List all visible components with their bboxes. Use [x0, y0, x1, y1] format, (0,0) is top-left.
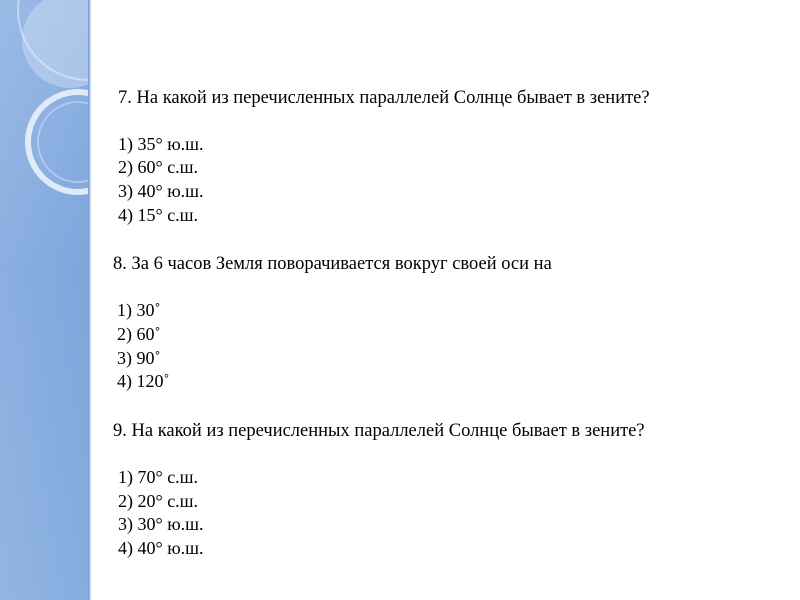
question-7-title: 7. На какой из перечисленных параллелей Солнце бывает в зените?: [118, 88, 650, 108]
question-8-option-1: 1) 30˚: [117, 300, 161, 320]
question-9-option-2: 2) 20° с.ш.: [118, 491, 199, 511]
question-9-option-4: 4) 40° ю.ш.: [118, 538, 204, 558]
question-7-option-4: 4) 15° с.ш.: [118, 205, 199, 225]
question-8-option-4: 4) 120˚: [117, 371, 170, 391]
question-9-title: 9. На какой из перечисленных параллелей Солнце бывает в зените?: [113, 421, 645, 441]
question-8-title: 8. За 6 часов Земля поворачивается вокруг своей оси на: [113, 254, 552, 274]
question-8-option-2: 2) 60˚: [117, 324, 161, 344]
question-9-option-1: 1) 70° с.ш.: [118, 467, 199, 487]
question-8-option-3: 3) 90˚: [117, 348, 161, 368]
question-7-option-1: 1) 35° ю.ш.: [118, 134, 204, 154]
question-7-option-3: 3) 40° ю.ш.: [118, 181, 204, 201]
question-9-option-3: 3) 30° ю.ш.: [118, 514, 204, 534]
question-7-option-2: 2) 60° с.ш.: [118, 157, 199, 177]
